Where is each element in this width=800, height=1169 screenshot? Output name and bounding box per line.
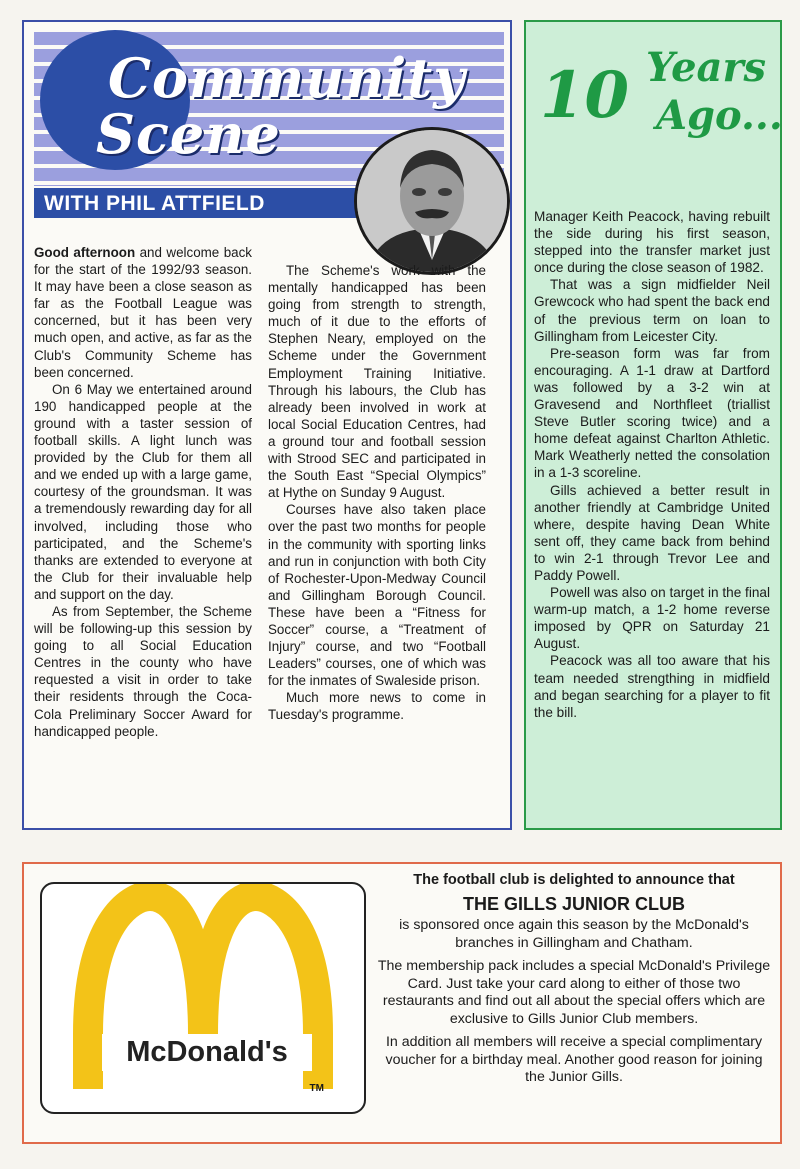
ten-paragraph-5: Powell was also on target in the final warm-up match, a 1-2 home reverse imposed by QPR on Saturday 21 August. (534, 585, 770, 652)
portrait-illustration (357, 130, 507, 272)
announcement-sponsor: is sponsored once again this season by the McDonald's branches in Gillingham and Chatham. (399, 917, 749, 951)
community-paragraph-3: As from September, the Scheme will be following-up this session by going to all Social Education Centres in the county who have requested a visit in order to take their residents through the Coca-Cola Preliminary Soccer Award for handicapped people. (34, 603, 252, 739)
mcdonalds-logo-box (40, 882, 366, 1114)
golden-arches-icon (42, 884, 364, 1112)
community-paragraph-6: Much more news to come in Tuesday's programme. (268, 690, 486, 723)
ten-years-text (534, 208, 770, 721)
lead-text: Good afternoon (34, 245, 136, 260)
mcdonalds-wordmark: McDonald's (102, 1034, 312, 1071)
community-paragraph-5: Courses have also taken place over the past two months for people in the community with sporting links and run in conjunction with both City of Rochester-Upon-Medway Council and Gillingham Borough Council. These have been a “Fitness for Soccer” course, a “Treatment of Injury” course, and two “Football Leaders” courses, one of which was for the inmates of Swaleside prison. (268, 502, 486, 689)
announcement-pack: The membership pack includes a special McDonald's Privilege Card. Just take your card along to either of those two restaurants and find out all about the special offers which are exclusive to Gills Junior Club members. (377, 958, 771, 1027)
ten-paragraph-3: Pre-season form was far from encouraging. A 1-1 draw at Dartford was followed by a 3-2 win at Gravesend and Northfleet (triallist Steve Butler scoring twice) and a home defeat against Charlton Athletic. Mark Weatherly netted the consolation in a 1-3 scoreline. (534, 345, 770, 481)
lead-rest: and welcome back for the start of the 1992/93 season. It may have been a close season as far as the Football League was concerned, but it has been very much open, and active, as far as the Club's Community Scheme has been concerned. (34, 245, 252, 380)
community-column-2 (268, 262, 486, 724)
byline-bar (34, 186, 360, 218)
title-scene: Scene (96, 102, 281, 166)
community-paragraph-2: On 6 May we entertained around 190 handicapped people at the ground with a taster session of football skills. A light lunch was provided by the Club for them all and we ended up with a large game, courtesy of the groundsman. It was a tremendously rewarding day for all involved, including those who participated, and the Scheme's thanks are extended to everyone at the Club for their invaluable help and support on the day. (34, 381, 252, 602)
community-scene-panel (22, 20, 512, 830)
announcement-intro: The football club is delighted to announce that (413, 872, 735, 888)
community-paragraph-4: The Scheme's work with the mentally handicapped has been going from strength to strength, much of it due to the efforts of Stephen Neary, employed on the Scheme under the Government Employment Training Initiative. Through his labours, the Club has already been involved in work at local Social Education Centres, had a ground tour and football session with Strood SEC and participated in the South East “Special Olympics” at Hythe on Sunday 9 August. (268, 263, 486, 501)
community-paragraph-1 (34, 244, 252, 381)
junior-club-advert (22, 862, 782, 1144)
portrait-photo (354, 127, 510, 275)
ten-paragraph-2: That was a sign midfielder Neil Grewcock who had spent the back end of the previous term on loan to Gillingham from Leicester City. (534, 277, 770, 344)
byline-text: WITH PHIL ATTFIELD (44, 192, 265, 215)
ten-years-number: 10 (540, 58, 630, 133)
announcement-text (374, 872, 774, 1093)
ten-paragraph-1: Manager Keith Peacock, having rebuilt the side during his first season, stepped into the transfer market just once during the close season of 1982. (534, 209, 770, 276)
announcement-voucher: In addition all members will receive a special complimentary voucher for a birthday meal. Another good reason for joining the Junior Gills. (385, 1034, 763, 1085)
community-column-1 (34, 244, 252, 740)
title-community: Community (108, 46, 466, 110)
trademark-mark: TM (309, 1083, 324, 1094)
ten-years-ago-panel (524, 20, 782, 830)
ten-years-word: Years (646, 44, 767, 91)
ten-paragraph-4: Gills achieved a better result in another friendly at Cambridge United where, despite having Dean White sent off, they came back from behind to win 2-1 through Trevor Lee and Paddy Powell. (534, 482, 770, 583)
junior-club-name: THE GILLS JUNIOR CLUB (462, 893, 685, 914)
ten-paragraph-6: Peacock was all too aware that his team needed strengthing in midfield and began searching for a player to fit the bill. (534, 653, 770, 720)
ten-years-ago: Ago... (656, 92, 783, 139)
